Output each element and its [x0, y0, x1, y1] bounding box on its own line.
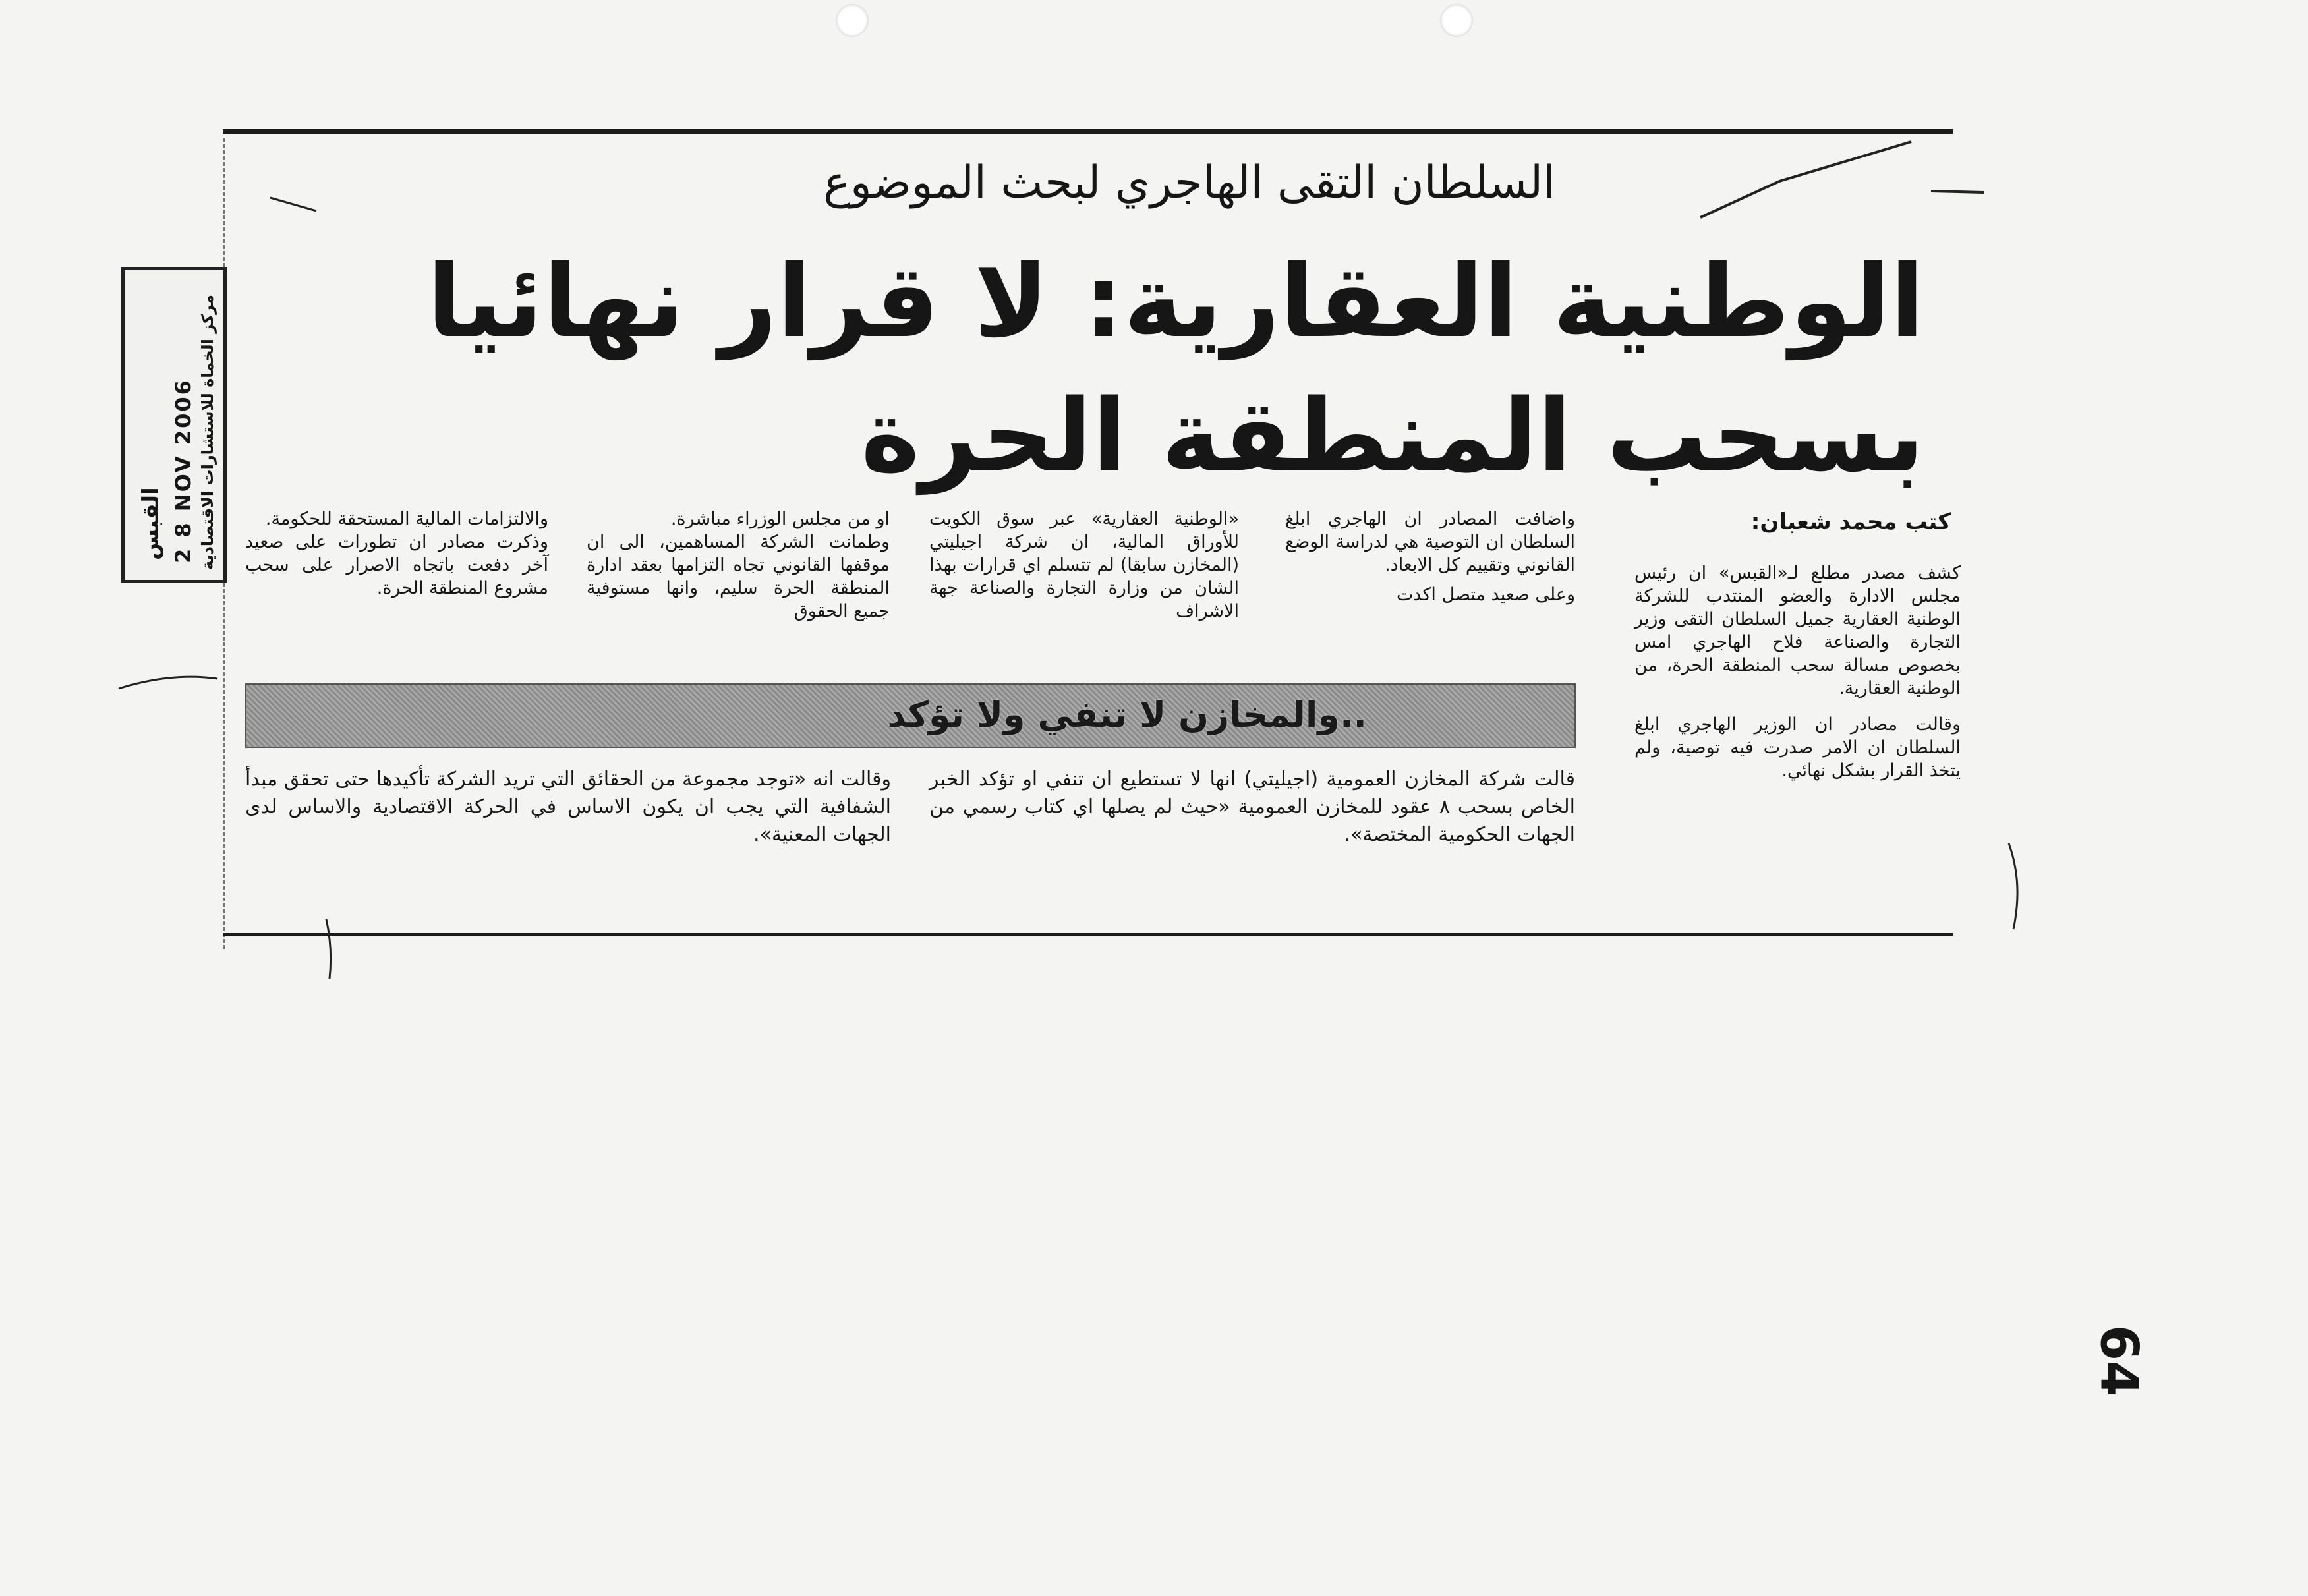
column-1-para-2: وقالت مصادر ان الوزير الهاجري ابلغ السلطان ان الامر صدرت فيه توصية، ولم يتخذ القرار بشكل نهائي.: [1634, 714, 1961, 781]
pen-tick-2: [1931, 191, 1984, 192]
column-2-para-1: واضافت المصادر ان الهاجري ابلغ السلطان ان التوصية هي لدراسة الوضع القانوني وتقييم كل الابعاد.: [1285, 509, 1575, 575]
pen-mark-right: [2009, 843, 2017, 929]
stamp-org: مركز الخماة للاستشارات الاقتصادية: [198, 295, 217, 570]
headline-line2: بسحب المنطقة الحرة: [861, 378, 1924, 494]
column-5-para-1: والالتزامات المالية المستحقة للحكومة.: [265, 509, 548, 529]
column-4-para-1: او من مجلس الوزراء مباشرة.: [670, 509, 890, 529]
column-1-para-1: كشف مصدر مطلع لـ«القبس» ان رئيس مجلس الادارة والعضو المنتدب للشركة الوطنية العقارية جميل السلطان التقى وزير التجارة والصناعة فلاح الهاجري امس بخصوص مسالة سحب المنطقة الحرة، من الوطنية العقارية.: [1634, 563, 1961, 698]
kicker-headline: السلطان التقى الهاجري لبحث الموضوع: [823, 157, 1555, 209]
pen-mark-bottom: [326, 919, 331, 979]
subheadline-text: ..والمخازن لا تنفي ولا تؤكد: [887, 694, 1367, 735]
page-number: 64: [2089, 1325, 2149, 1397]
subsection-left-para: وقالت انه «توجد مجموعة من الحقائق التي تريد الشركة تأكيدها حتى تحقق مبدأ الشفافية التي يجب ان يكون الاساس في الحركة الاقتصادية والاساس لدى الجهات المعنية».: [245, 768, 891, 846]
column-2-para-2: وعلى صعيد متصل اكدت: [1396, 584, 1575, 605]
headline-line1: الوطنية العقارية: لا قرار نهائيا: [426, 243, 1924, 360]
column-3-para-1: «الوطنية العقارية» عبر سوق الكويت للأوراق المالية، ان شركة اجيليتي (المخازن سابقا) لم تتسلم اي قرارات بهذا الشان من وزارة التجارة والصناعة جهة الاشراف: [929, 509, 1239, 621]
stamp-date: 2 8 NOV 2006: [171, 378, 196, 563]
pen-tick-3: [270, 198, 316, 211]
pen-mark-left: [119, 677, 217, 689]
subsection-right-para: قالت شركة المخازن العمومية (اجيليتي) انها لا تستطيع ان تنفي او تؤكد الخبر الخاص بسحب ٨ عقود للمخازن العمومية «حيث لم يصلها اي كتاب رسمي من الجهات الحكومية المختصة».: [929, 768, 1575, 846]
stamp-paper: القبس: [138, 487, 164, 560]
column-4-para-2: وطمانت الشركة المساهمين، الى ان موقفها القانوني تجاه التزامها بعقد ادارة المنطقة الحرة سليم، وانها مستوفية جميع الحقوق: [587, 532, 890, 621]
byline: كتب محمد شعبان:: [1750, 509, 1951, 535]
column-5-para-2: وذكرت مصادر ان تطورات على صعيد آخر دفعت باتجاه الاصرار على سحب مشروع المنطقة الحرة.: [245, 532, 548, 598]
pen-tick-1: [1700, 142, 1911, 217]
